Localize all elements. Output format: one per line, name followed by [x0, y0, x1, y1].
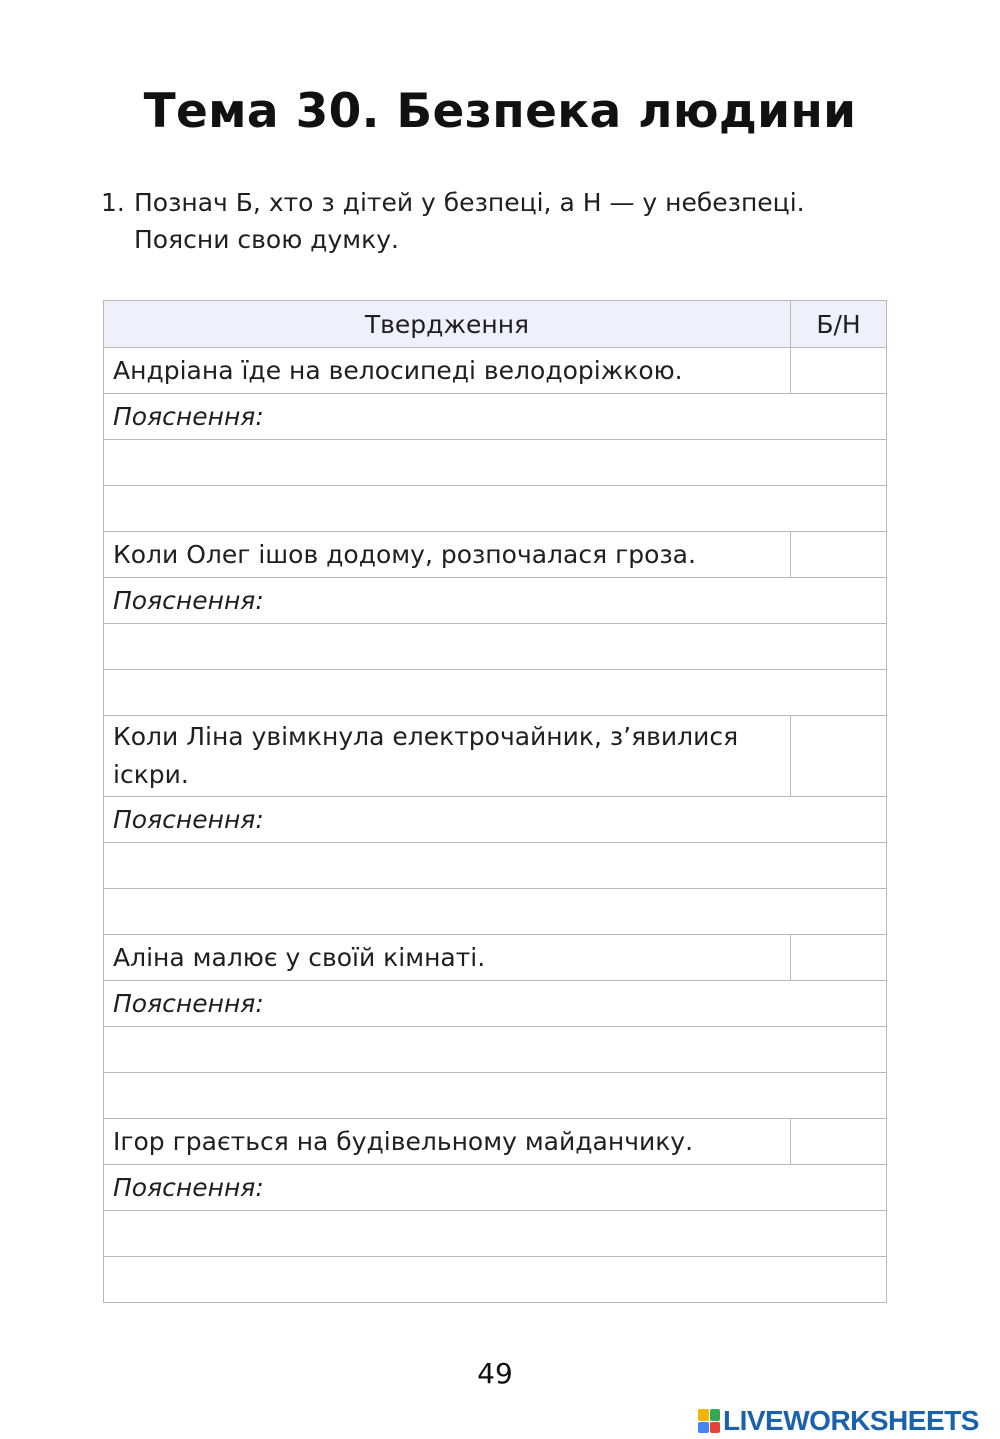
- explanation-label: Пояснення:: [104, 1165, 887, 1211]
- answer-input-cell[interactable]: [791, 716, 887, 797]
- statement-cell: Ігор грається на будівельному майданчику.: [104, 1119, 791, 1165]
- explanation-line[interactable]: [104, 486, 887, 532]
- table-row: [104, 1119, 887, 1165]
- explanation-line[interactable]: [104, 670, 887, 716]
- logo-square-2: [710, 1409, 721, 1421]
- explanation-line[interactable]: [104, 889, 887, 935]
- statement-cell: Коли Ліна увімкнула електрочайник, з’явилися іскри.: [104, 716, 791, 797]
- explanation-line[interactable]: [104, 624, 887, 670]
- page-number: 49: [477, 1357, 513, 1390]
- explanation-line[interactable]: [104, 1257, 887, 1303]
- explanation-line[interactable]: [104, 1073, 887, 1119]
- explanation-label: Пояснення:: [104, 981, 887, 1027]
- task-number: 1.: [101, 188, 125, 217]
- statement-cell: Коли Олег ішов додому, розпочалася гроза.: [104, 532, 791, 578]
- task-text: Познач Б, хто з дітей у безпеці, а Н — у небезпеці. Поясни свою думку.: [134, 188, 805, 254]
- logo-square-4: [710, 1422, 721, 1434]
- answer-input-cell[interactable]: [791, 532, 887, 578]
- table-row: [104, 348, 887, 394]
- task-instruction: [101, 184, 901, 258]
- liveworksheets-logo-icon: [698, 1409, 720, 1433]
- explanation-label: Пояснення:: [104, 797, 887, 843]
- table-row: [104, 532, 887, 578]
- statement-cell: Аліна малює у своїй кімнаті.: [104, 935, 791, 981]
- worksheet-table: [103, 300, 887, 1303]
- liveworksheets-logo: [698, 1404, 979, 1438]
- page-title: Тема 30. Безпека людини: [143, 84, 857, 139]
- header-answer: Б/Н: [791, 301, 887, 348]
- logo-square-1: [698, 1409, 709, 1421]
- explanation-label: Пояснення:: [104, 578, 887, 624]
- answer-input-cell[interactable]: [791, 1119, 887, 1165]
- explanation-line[interactable]: [104, 1027, 887, 1073]
- logo-text: LIVEWORKSHEETS: [723, 1405, 979, 1436]
- table-row: [104, 716, 887, 797]
- table-row: [104, 935, 887, 981]
- header-statement: Твердження: [104, 301, 791, 348]
- statement-cell: Андріана їде на велосипеді велодоріжкою.: [104, 348, 791, 394]
- explanation-line[interactable]: [104, 440, 887, 486]
- answer-input-cell[interactable]: [791, 935, 887, 981]
- explanation-line[interactable]: [104, 843, 887, 889]
- table-header-row: [104, 301, 887, 348]
- answer-input-cell[interactable]: [791, 348, 887, 394]
- logo-square-3: [698, 1422, 709, 1434]
- explanation-line[interactable]: [104, 1211, 887, 1257]
- explanation-label: Пояснення:: [104, 394, 887, 440]
